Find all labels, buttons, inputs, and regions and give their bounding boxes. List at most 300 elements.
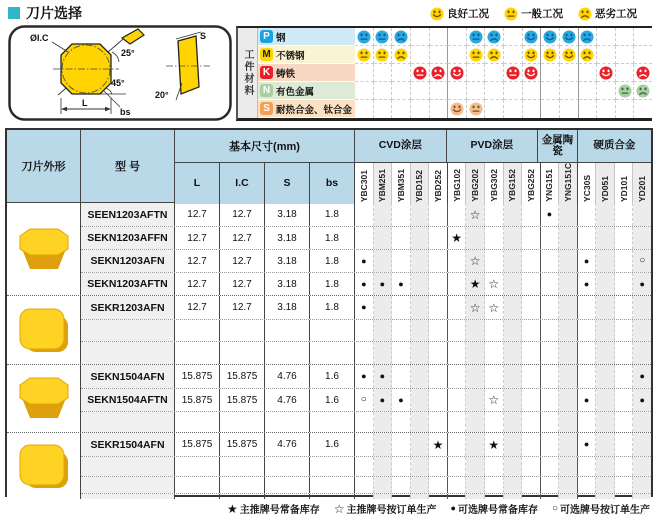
sad-face-icon <box>578 7 592 21</box>
clearance-angle-label: 20° <box>155 90 169 100</box>
insert-shape-cell <box>7 203 81 295</box>
dim-cell <box>175 494 220 499</box>
material-row-N <box>258 82 652 100</box>
availability-cell <box>522 296 541 319</box>
suitability-cell <box>448 28 467 46</box>
availability-cell <box>578 412 597 432</box>
insert-shape-group <box>7 203 651 295</box>
neutral-face-icon <box>618 84 632 98</box>
dim-cell: 12.7 <box>175 250 220 272</box>
grade-column-header: YC30S <box>578 163 597 204</box>
availability-mark: ○ <box>360 394 367 405</box>
dim-cell: 1.8 <box>310 203 355 226</box>
suitability-cell <box>448 64 467 82</box>
availability-cell <box>541 494 560 499</box>
table-filler-row <box>81 319 651 341</box>
sad-face-icon <box>580 30 594 44</box>
happy-face-icon <box>562 30 576 44</box>
model-cell: SEKN1203AFN <box>81 250 175 272</box>
availability-cell <box>429 389 448 411</box>
corner-angle-label: 25° <box>121 48 135 58</box>
suitability-cell <box>597 28 616 46</box>
neutral-face-icon <box>375 30 389 44</box>
availability-cell <box>485 320 504 341</box>
dim-cell <box>310 477 355 493</box>
availability-cell <box>411 227 430 249</box>
dim-column-header: S <box>265 163 310 204</box>
availability-cell <box>485 296 504 319</box>
insert-selection-table <box>5 128 653 497</box>
suitability-cell <box>355 28 374 46</box>
dim-cell: 15.875 <box>175 433 220 456</box>
material-name: 钢 <box>276 32 286 44</box>
suitability-cell <box>504 82 523 100</box>
availability-cell <box>485 433 504 456</box>
table-row <box>81 365 651 388</box>
material-row-K <box>258 64 652 82</box>
table-filler-row <box>81 341 651 364</box>
edge-land-label: bs <box>120 107 131 117</box>
group-rows <box>81 433 651 499</box>
availability-cell <box>559 389 578 411</box>
suitability-cell <box>485 64 504 82</box>
suitability-cells <box>355 46 652 64</box>
availability-cell <box>633 227 651 249</box>
table-row <box>81 296 651 319</box>
availability-cell <box>615 273 634 295</box>
availability-cell <box>541 365 560 388</box>
availability-cell <box>615 477 634 493</box>
availability-cell <box>448 412 467 432</box>
availability-cell <box>596 250 615 272</box>
dim-cell <box>265 412 310 432</box>
availability-cell <box>448 273 467 295</box>
grade-cells <box>355 296 651 319</box>
availability-cell <box>522 389 541 411</box>
footer-legend-item <box>334 501 437 516</box>
availability-cell <box>596 477 615 493</box>
availability-cell <box>485 342 504 364</box>
material-name: 不锈钢 <box>276 50 305 62</box>
material-name: 耐热合金、钛合金 <box>276 104 353 116</box>
grade-cells <box>355 320 651 341</box>
page-title <box>8 3 82 23</box>
grade-cells <box>355 273 651 295</box>
availability-cell <box>633 296 651 319</box>
availability-cell <box>429 494 448 499</box>
availability-cell <box>392 296 411 319</box>
dim-cell: 12.7 <box>175 203 220 226</box>
suitability-cell <box>392 64 411 82</box>
suitability-cell <box>597 100 616 118</box>
availability-cell <box>559 365 578 388</box>
availability-mark: ● <box>361 371 367 381</box>
suitability-cell <box>579 82 598 100</box>
grade-column-header: YBG252 <box>522 163 541 204</box>
dim-cell <box>265 342 310 364</box>
happy-face-icon <box>450 102 464 116</box>
availability-cell <box>392 477 411 493</box>
availability-cell <box>448 296 467 319</box>
suitability-cell <box>392 46 411 64</box>
availability-cell <box>429 457 448 476</box>
suitability-cell <box>448 100 467 118</box>
model-cell <box>81 342 175 364</box>
availability-cell <box>504 477 523 493</box>
availability-cell <box>541 412 560 432</box>
dim-cell: 12.7 <box>220 273 265 295</box>
availability-cell <box>578 342 597 364</box>
availability-cell <box>615 412 634 432</box>
dim-cell: 15.875 <box>220 389 265 411</box>
shape-column-header: 刀片外形 <box>7 130 81 202</box>
dim-column-header: L <box>175 163 220 204</box>
model-cell <box>81 477 175 493</box>
suitability-cell <box>597 64 616 82</box>
availability-cell <box>559 342 578 364</box>
dim-cell <box>310 457 355 476</box>
availability-cell <box>429 477 448 493</box>
material-P-icon: P <box>260 30 273 43</box>
sad-face-icon <box>636 84 650 98</box>
grade-column-header: YD101 <box>615 163 634 204</box>
availability-cell <box>355 320 374 341</box>
dim-cell <box>175 342 220 364</box>
material-K-icon: K <box>260 66 273 79</box>
suitability-cell <box>504 64 523 82</box>
suitability-cell <box>467 82 486 100</box>
availability-cell <box>374 342 393 364</box>
availability-cell <box>541 477 560 493</box>
suitability-cell <box>579 46 598 64</box>
insert-shape-group <box>7 295 651 364</box>
grade-cells <box>355 389 651 411</box>
availability-cell <box>615 320 634 341</box>
grade-column-header: YBD152 <box>411 163 430 204</box>
grade-column-headers <box>355 163 651 204</box>
availability-cell <box>355 433 374 456</box>
suitability-cell <box>374 28 393 46</box>
availability-cell <box>578 457 597 476</box>
availability-cell <box>578 365 597 388</box>
group-rows <box>81 296 651 364</box>
availability-cell <box>466 227 485 249</box>
availability-cell <box>355 494 374 499</box>
dim-cell: 15.875 <box>220 433 265 456</box>
material-name: 有色金属 <box>276 86 315 98</box>
availability-cell <box>504 296 523 319</box>
availability-cell <box>411 250 430 272</box>
availability-cell <box>392 494 411 499</box>
availability-cell <box>392 365 411 388</box>
grade-column-header: YNG151 <box>541 163 560 204</box>
neutral-face-icon <box>469 48 483 62</box>
suitability-cell <box>504 28 523 46</box>
grade-column-header: YBC301 <box>355 163 374 204</box>
suitability-cell <box>467 46 486 64</box>
availability-cell <box>448 203 467 226</box>
availability-mark: ● <box>361 302 367 312</box>
material-name: 铸铁 <box>276 68 296 80</box>
availability-mark: ☆ <box>488 300 500 315</box>
availability-cell <box>578 250 597 272</box>
sad-face-icon <box>394 48 408 62</box>
availability-mark: ● <box>379 371 386 381</box>
material-band <box>258 82 355 100</box>
grade-cells <box>355 365 651 388</box>
availability-cell <box>411 494 430 499</box>
sad-face-icon <box>431 66 445 80</box>
grade-column-header: YBG102 <box>448 163 467 204</box>
availability-cell <box>578 227 597 249</box>
availability-cell <box>578 477 597 493</box>
availability-cell <box>541 203 560 226</box>
thickness-label: S <box>200 31 207 41</box>
availability-cell <box>374 494 393 499</box>
model-cell: SEKR1504AFN <box>81 433 175 456</box>
availability-mark: ● <box>639 394 645 405</box>
availability-cell <box>374 433 393 456</box>
availability-cell <box>374 412 393 432</box>
availability-cell <box>355 342 374 364</box>
grade-cells <box>355 203 651 226</box>
availability-cell <box>411 273 430 295</box>
suitability-cells <box>355 28 652 46</box>
availability-cell <box>411 365 430 388</box>
availability-cell <box>615 389 634 411</box>
group-rows <box>81 365 651 432</box>
availability-cell <box>374 227 393 249</box>
happy-face-icon <box>543 30 557 44</box>
availability-cell <box>504 457 523 476</box>
happy-face-icon <box>524 48 538 62</box>
availability-cell <box>448 457 467 476</box>
suitability-cell <box>616 28 635 46</box>
availability-cell <box>374 296 393 319</box>
dim-cell: 12.7 <box>220 203 265 226</box>
dim-cell: 12.7 <box>175 273 220 295</box>
suitability-cell <box>467 100 486 118</box>
availability-cell <box>355 227 374 249</box>
suitability-cell <box>634 46 652 64</box>
grade-cells <box>355 227 651 249</box>
dim-cell <box>220 457 265 476</box>
table-row <box>81 433 651 456</box>
dim-cell: 1.6 <box>310 365 355 388</box>
availability-cell <box>578 273 597 295</box>
suitability-cell <box>448 46 467 64</box>
material-rows <box>258 28 652 118</box>
availability-mark: ● <box>583 278 590 289</box>
dim-cell <box>175 477 220 493</box>
suitability-cell <box>485 46 504 64</box>
availability-cell <box>541 342 560 364</box>
dim-cell: 1.8 <box>310 250 355 272</box>
availability-cell <box>374 320 393 341</box>
availability-cell <box>633 342 651 364</box>
dim-cell <box>310 412 355 432</box>
availability-cell <box>411 457 430 476</box>
availability-mark: ● <box>639 278 645 289</box>
table-row <box>81 203 651 226</box>
availability-cell <box>466 433 485 456</box>
availability-cell <box>466 494 485 499</box>
availability-cell <box>448 227 467 249</box>
availability-cell <box>596 273 615 295</box>
dim-cell: 1.6 <box>310 389 355 411</box>
condition-legend <box>430 6 637 21</box>
availability-cell <box>596 412 615 432</box>
dim-cell: 1.8 <box>310 296 355 319</box>
dim-cell <box>265 457 310 476</box>
availability-cell <box>522 412 541 432</box>
suitability-cell <box>560 100 579 118</box>
dim-cell <box>220 494 265 499</box>
suitability-cell <box>374 82 393 100</box>
suitability-cell <box>560 46 579 64</box>
dim-cell: 4.76 <box>265 433 310 456</box>
dim-cell: 4.76 <box>265 389 310 411</box>
availability-cell <box>392 203 411 226</box>
availability-cell <box>355 457 374 476</box>
availability-cell <box>541 433 560 456</box>
availability-cell <box>429 433 448 456</box>
availability-cell <box>392 389 411 411</box>
diameter-label: ØI.C <box>30 33 49 43</box>
dim-cell <box>265 494 310 499</box>
grade-column-header: YNG151C <box>559 163 578 204</box>
suitability-cell <box>634 28 652 46</box>
availability-cell <box>485 389 504 411</box>
availability-cell <box>429 412 448 432</box>
neutral-face-icon <box>413 66 427 80</box>
model-cell <box>81 412 175 432</box>
availability-cell <box>411 389 430 411</box>
availability-mark: ● <box>379 394 386 405</box>
table-row <box>81 249 651 272</box>
suitability-cell <box>392 82 411 100</box>
availability-mark: ★ <box>451 231 462 245</box>
suitability-cell <box>411 82 430 100</box>
dim-cell: 1.8 <box>310 227 355 249</box>
insert-shape-cell <box>7 433 81 499</box>
neutral-face-icon <box>357 30 371 44</box>
availability-cell <box>392 250 411 272</box>
availability-cell <box>504 342 523 364</box>
availability-cell <box>448 494 467 499</box>
model-cell: SEKN1203AFFN <box>81 227 175 249</box>
availability-cell <box>448 342 467 364</box>
availability-cell <box>504 273 523 295</box>
availability-cell <box>633 433 651 456</box>
grade-cells <box>355 412 651 432</box>
suitability-cell <box>616 46 635 64</box>
dim-cell: 3.18 <box>265 227 310 249</box>
table-row <box>81 226 651 249</box>
availability-cell <box>448 477 467 493</box>
sad-face-icon <box>636 66 650 80</box>
dim-cell: 1.8 <box>310 273 355 295</box>
coating-group-header: 金属陶瓷 <box>538 130 578 162</box>
grade-column-header: YBG202 <box>466 163 485 204</box>
availability-cell <box>355 296 374 319</box>
dim-cell: 3.18 <box>265 296 310 319</box>
availability-cell <box>578 494 597 499</box>
dim-cell <box>175 457 220 476</box>
condition-legend-label: 恶劣工况 <box>595 8 637 20</box>
availability-cell <box>466 320 485 341</box>
availability-cell <box>374 389 393 411</box>
dim-cell: 1.6 <box>310 433 355 456</box>
chamfered-square-insert-photo <box>16 376 72 421</box>
availability-cell <box>559 494 578 499</box>
happy-face-icon <box>599 66 613 80</box>
suitability-cell <box>541 82 560 100</box>
happy-face-icon <box>430 7 444 21</box>
legend-label: 主推牌号按订单生产 <box>346 505 437 516</box>
availability-cell <box>448 320 467 341</box>
dim-cell: 3.18 <box>265 250 310 272</box>
availability-cell <box>466 412 485 432</box>
availability-cell <box>374 457 393 476</box>
availability-cell <box>559 433 578 456</box>
availability-cell <box>429 273 448 295</box>
availability-cell <box>578 433 597 456</box>
suitability-cells <box>355 64 652 82</box>
table-filler-row <box>81 476 651 493</box>
availability-cell <box>615 227 634 249</box>
model-cell <box>81 320 175 341</box>
dim-cell: 12.7 <box>175 227 220 249</box>
rounded-square-insert-photo <box>17 307 71 354</box>
suitability-cell <box>374 46 393 64</box>
availability-mark: ☆ <box>469 254 481 268</box>
availability-mark: ☆ <box>469 300 481 315</box>
availability-mark: ★ <box>432 437 444 452</box>
insert-shape-group <box>7 364 651 432</box>
availability-cell <box>504 433 523 456</box>
legend-label: 可选牌号按订单生产 <box>560 505 650 516</box>
suitability-cell <box>616 64 635 82</box>
availability-cell <box>596 365 615 388</box>
dim-cell <box>175 412 220 432</box>
suitability-cells <box>355 82 652 100</box>
neutral-face-icon <box>469 30 483 44</box>
availability-mark: ● <box>639 371 645 381</box>
table-row <box>81 272 651 295</box>
availability-cell <box>485 477 504 493</box>
availability-cell <box>522 494 541 499</box>
availability-cell <box>448 250 467 272</box>
material-N-icon: N <box>260 84 273 97</box>
availability-cell <box>429 320 448 341</box>
suitability-cell <box>560 28 579 46</box>
model-cell: SEKN1203AFTN <box>81 273 175 295</box>
dim-cell <box>220 477 265 493</box>
availability-cell <box>466 365 485 388</box>
availability-cell <box>466 296 485 319</box>
legend-symbol: ★ <box>226 501 238 516</box>
sad-face-icon <box>580 48 594 62</box>
availability-cell <box>522 477 541 493</box>
column-label-row <box>175 163 651 204</box>
availability-cell <box>411 296 430 319</box>
grade-column-header: YBD252 <box>429 163 448 204</box>
availability-cell <box>485 227 504 249</box>
suitability-cells <box>355 100 652 118</box>
dim-cell <box>220 412 265 432</box>
suitability-cell <box>634 64 652 82</box>
